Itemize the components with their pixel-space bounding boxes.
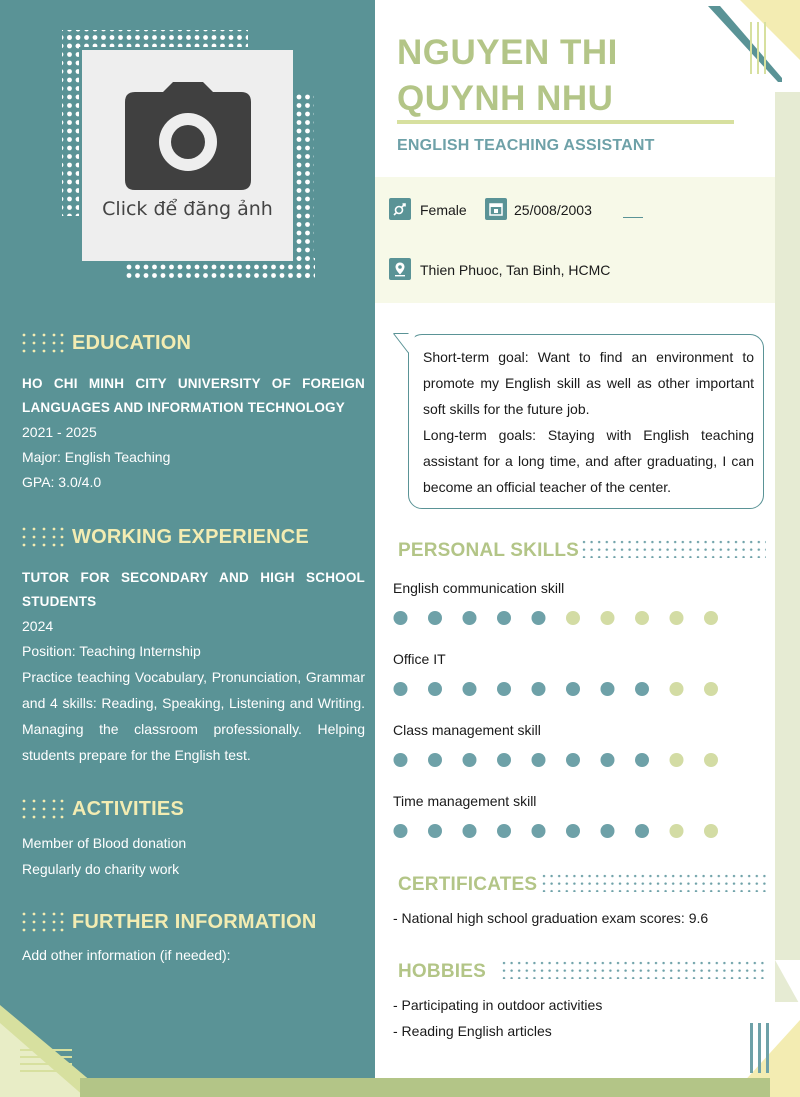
- dots-mark: [22, 911, 64, 933]
- skill-dot-filled: [428, 824, 442, 838]
- skill-dot-filled: [463, 611, 477, 625]
- skill-dot-empty: [635, 611, 649, 625]
- skill-dot-filled: [394, 682, 408, 696]
- hobby-item: - Reading English articles: [393, 1023, 552, 1039]
- skill-dot-filled: [532, 611, 546, 625]
- skill-dot-filled: [601, 682, 615, 696]
- skill-dot-filled: [532, 682, 546, 696]
- bottom-band: [80, 1078, 770, 1097]
- job-year: 2024: [22, 618, 54, 634]
- skill-dot-filled: [394, 753, 408, 767]
- skill-name: English communication skill: [393, 580, 565, 596]
- location-icon: [389, 258, 411, 280]
- skill-dot-empty: [566, 611, 580, 625]
- activity-item: Member of Blood donation: [22, 835, 187, 851]
- further-body: [22, 943, 365, 968]
- skill-dot-filled: [601, 753, 615, 767]
- skill-dot-filled: [532, 753, 546, 767]
- skill-dot-filled: [635, 753, 649, 767]
- skill-dot-empty: [704, 824, 718, 838]
- school-name: HO CHI MINH CITY UNIVERSITY OF FOREIGN LANGUAGES AND INFORMATION TECHNOLOGY: [22, 376, 365, 415]
- dots-mark: [22, 332, 64, 354]
- hobbies-list: [393, 992, 602, 1044]
- skill-dot-filled: [566, 753, 580, 767]
- skill-dot-filled: [566, 682, 580, 696]
- skill-dot-empty: [704, 753, 718, 767]
- skills-heading-dots: [582, 540, 766, 558]
- skill-dot-filled: [532, 824, 546, 838]
- skill-dot-filled: [635, 682, 649, 696]
- skill-dot-empty: [601, 611, 615, 625]
- gender-value: Female: [420, 202, 467, 218]
- experience-title: WORKING EXPERIENCE: [72, 525, 309, 548]
- further-heading: [22, 909, 317, 935]
- skill-dot-filled: [463, 682, 477, 696]
- bubble-tail: [393, 333, 417, 357]
- skill-dot-filled: [394, 611, 408, 625]
- experience-heading: [22, 524, 309, 550]
- skill-dot-empty: [704, 682, 718, 696]
- skill-dot-filled: [497, 753, 511, 767]
- experience-body: [22, 566, 365, 768]
- education-years: 2021 - 2025: [22, 424, 97, 440]
- education-heading: [22, 330, 191, 356]
- skill-rating: [393, 752, 723, 768]
- skills-heading: PERSONAL SKILLS: [398, 540, 580, 561]
- dob-value: 25/008/2003: [514, 202, 592, 218]
- skill-dot-filled: [497, 611, 511, 625]
- skill-dot-filled: [463, 824, 477, 838]
- objective-text: [423, 344, 754, 500]
- address-value: Thien Phuoc, Tan Binh, HCMC: [420, 262, 611, 278]
- right-edge-notch: [775, 960, 800, 1005]
- skill-dot-filled: [601, 824, 615, 838]
- certificate-item: - National high school graduation exam scores: 9.6: [393, 910, 709, 926]
- skill-dot-filled: [428, 753, 442, 767]
- activity-item: Regularly do charity work: [22, 861, 180, 877]
- job-description: Practice teaching Vocabulary, Pronunciation, Grammar and 4 skills: Reading, Speaking, Listening and Writing. Managing the classroom professionally. Helping students prepare for the English test.: [22, 669, 365, 763]
- skill-dot-filled: [394, 824, 408, 838]
- certificates-heading-dots: [542, 874, 766, 892]
- skill-dot-filled: [428, 611, 442, 625]
- job-title: ENGLISH TEACHING ASSISTANT: [397, 137, 655, 154]
- calendar-icon: [485, 198, 507, 220]
- further-text: Add other information (if needed):: [22, 947, 231, 963]
- skill-name: Time management skill: [393, 793, 537, 809]
- skill-name: Office IT: [393, 651, 446, 667]
- gender-icon: [389, 198, 411, 220]
- full-name: [397, 30, 618, 122]
- hobby-item: - Participating in outdoor activities: [393, 997, 603, 1013]
- skill-dot-empty: [670, 611, 684, 625]
- dots-mark: [22, 798, 64, 820]
- skill-dot-filled: [463, 753, 477, 767]
- personal-info-box: [375, 177, 775, 303]
- skill-name: Class management skill: [393, 722, 541, 738]
- photo-upload-label: Click để đăng ảnh: [102, 198, 273, 220]
- skill-dot-filled: [497, 824, 511, 838]
- hobbies-heading: HOBBIES: [398, 961, 486, 982]
- skill-rating: [393, 823, 723, 839]
- skill-dot-filled: [635, 824, 649, 838]
- skill-rating: [393, 610, 723, 626]
- camera-icon: [125, 80, 251, 190]
- short-term-goal: Short-term goal: Want to find an environment to promote my English skill as well as other important soft skills for the future job.: [423, 349, 754, 417]
- activities-heading: [22, 796, 184, 822]
- activities-body: [22, 830, 365, 882]
- name-line-1: NGUYEN THI: [397, 33, 618, 72]
- skill-rating: [393, 681, 723, 697]
- job-role: TUTOR FOR SECONDARY AND HIGH SCHOOL STUDENTS: [22, 570, 365, 609]
- name-underline: [397, 120, 734, 124]
- skill-dot-filled: [497, 682, 511, 696]
- skill-dot-empty: [670, 682, 684, 696]
- skill-dot-empty: [704, 611, 718, 625]
- further-title: FURTHER INFORMATION: [72, 910, 317, 933]
- right-edge-band: [775, 92, 800, 1002]
- skill-dot-empty: [670, 753, 684, 767]
- photo-upload[interactable]: [82, 50, 293, 261]
- info-dash: [623, 217, 643, 218]
- long-term-goal: Long-term goals: Staying with English teaching assistant for a long time, and after graduating, I can become an official teacher of the center.: [423, 427, 754, 495]
- dots-mark: [22, 526, 64, 548]
- certificates-list: [393, 905, 708, 931]
- activities-title: ACTIVITIES: [72, 797, 185, 820]
- education-gpa: GPA: 3.0/4.0: [22, 474, 102, 490]
- skill-dot-empty: [670, 824, 684, 838]
- skill-dot-filled: [566, 824, 580, 838]
- education-title: EDUCATION: [72, 331, 192, 354]
- job-position: Position: Teaching Internship: [22, 643, 201, 659]
- education-body: [22, 372, 365, 495]
- skill-dot-filled: [428, 682, 442, 696]
- name-line-2: QUYNH NHU: [397, 79, 614, 118]
- hobbies-heading-dots: [502, 961, 766, 979]
- education-major: Major: English Teaching: [22, 449, 171, 465]
- certificates-heading: CERTIFICATES: [398, 874, 538, 895]
